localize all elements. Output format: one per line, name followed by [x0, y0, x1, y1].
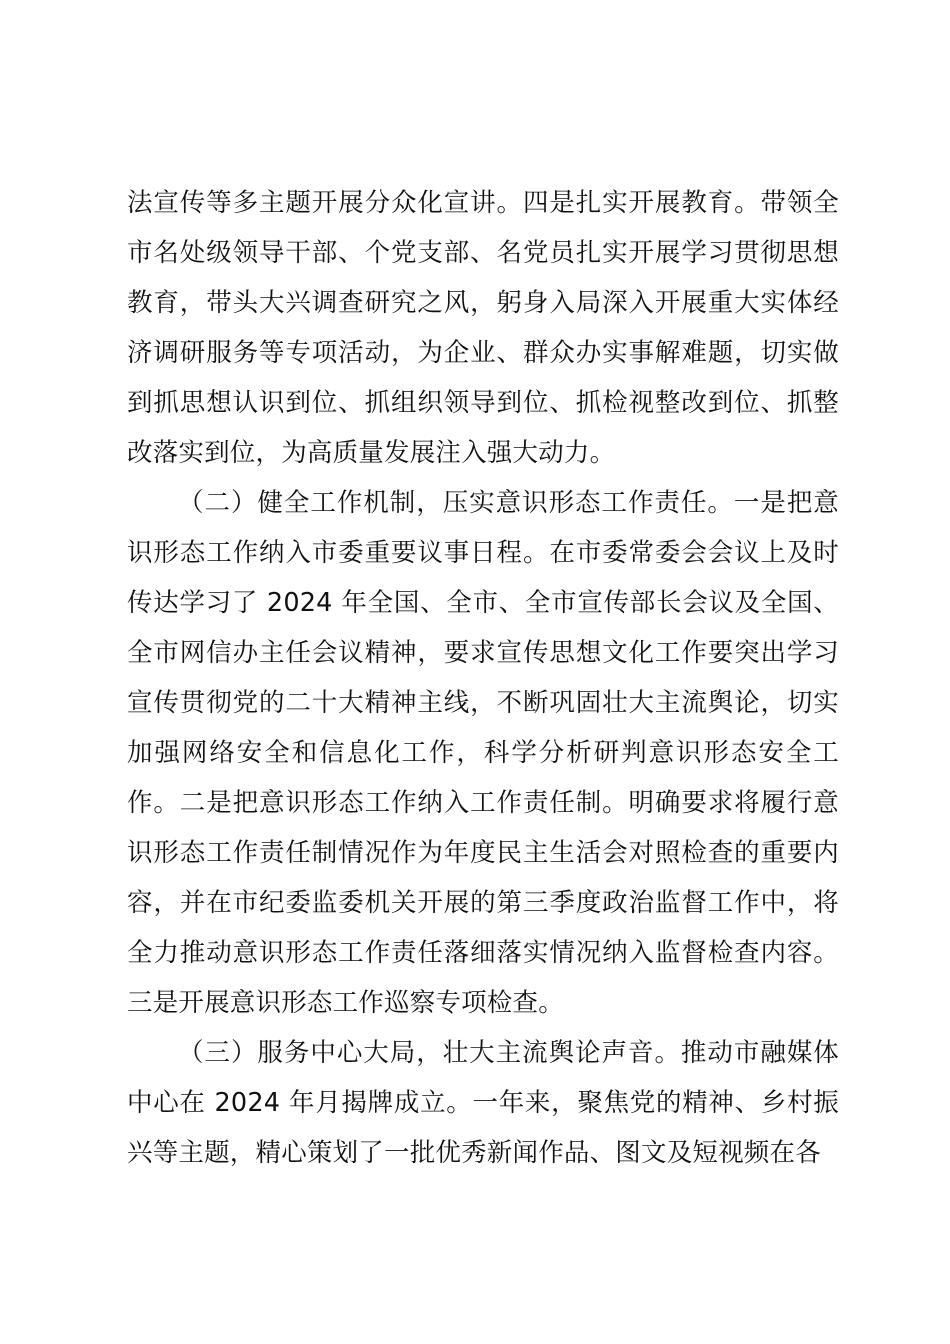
- document-body: [127, 178, 839, 1178]
- paragraph-continuation: 法宣传等多主题开展分众化宣讲。四是扎实开展教育。带领全市名处级领导干部、个党支部、名党员扎实开展学习贯彻思想教育，带头大兴调查研究之风，躬身入局深入开展重大实体经济调研服务等专项活动，为企业、群众办实事解难题，切实做到抓思想认识到位、抓组织领导到位、抓检视整改到位、抓整改落实到位，为高质量发展注入强大动力。: [127, 188, 839, 468]
- paragraph-section-two: （二）健全工作机制，压实意识形态工作责任。一是把意识形态工作纳入市委重要议事日程。在市委常委会会议上及时传达学习了 2024 年全国、全市、全市宣传部长会议及全国、全市网信办主任会议精神，要求宣传思想文化工作要突出学习宣传贯彻党的二十大精神主线，不断巩固壮大主流舆论，切实加强网络安全和信息化工作，科学分析研判意识形态安全工作。二是把意识形态工作纳入工作责任制。明确要求将履行意识形态工作责任制情况作为年度民主生活会对照检查的重要内容，并在市纪委监委机关开展的第三季度政治监督工作中，将全力推动意识形态工作责任落细落实情况纳入监督检查内容。三是开展意识形态工作巡察专项检查。: [127, 488, 839, 1018]
- paragraph-section-three: （三）服务中心大局，壮大主流舆论声音。推动市融媒体中心在 2024 年月揭牌成立。一年来，聚焦党的精神、乡村振兴等主题，精心策划了一批优秀新闻作品、图文及短视频在各: [127, 1038, 839, 1168]
